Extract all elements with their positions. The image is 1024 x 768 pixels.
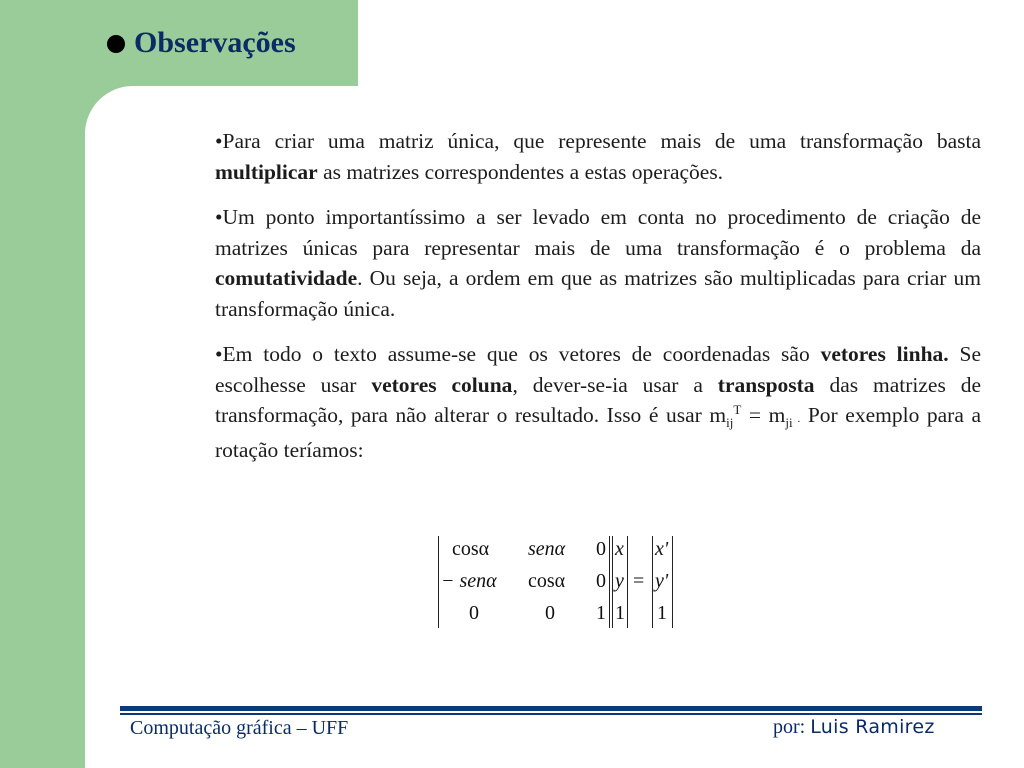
matrix-cell: cosα (452, 538, 490, 560)
emphasis-vetores-linha: vetores linha. (820, 342, 949, 366)
paragraph-text: Por exemplo para a rotação teríamos: (215, 403, 982, 462)
paragraph-text: as matrizes correspondentes a estas operações. (317, 159, 724, 184)
paragraph-text: •Um ponto importantíssimo a ser levado em conta no procedimento de criação de matrizes únicas para representar mais de uma transformação é o problema da (215, 205, 981, 260)
vector-cell: x (615, 538, 624, 560)
paragraph-text: das matrizes de transformação, para não alterar o resultado. Isso é usar m (215, 372, 982, 427)
equals-sign: = (633, 570, 645, 592)
matrix-cell: 1 (596, 602, 606, 624)
paragraph-text: Se escolhesse usar (215, 342, 981, 397)
result-cell: y' (655, 570, 669, 592)
emphasis-transposta: transposta (717, 372, 815, 397)
slide-title-text: Observações (134, 26, 296, 59)
subscript-ji: ji (785, 415, 793, 430)
matrix-cell: − senα (441, 570, 497, 592)
paragraph-2 (215, 202, 981, 324)
result-cell: 1 (657, 602, 667, 624)
result-right-bar (672, 536, 673, 628)
paragraph-3 (215, 339, 981, 465)
vector-cell: 1 (615, 602, 625, 624)
vector-left-bar (612, 536, 613, 628)
bullet-dot-icon (107, 35, 125, 53)
footer-author-name: Luis Ramirez (810, 716, 935, 738)
paragraph-text: , dever-se-ia usar a (512, 372, 718, 397)
slide-body (215, 126, 981, 480)
paragraph-1 (215, 126, 981, 187)
result-left-bar (652, 536, 653, 628)
matrix-cell: 0 (596, 570, 606, 592)
matrix-cell: 0 (596, 538, 606, 560)
paragraph-text: = m (741, 403, 786, 427)
matrix-left-bar (438, 536, 439, 628)
matrix-cell: cosα (528, 570, 566, 592)
footer-course: Computação gráfica – UFF (130, 717, 349, 739)
footer-author (773, 716, 935, 739)
footer-author-prefix: por: (773, 716, 806, 738)
result-cell: x' (655, 538, 669, 560)
vector-cell: y (615, 570, 624, 592)
paragraph-text: . Ou seja, a ordem em que as matrizes são multiplicadas para criar um transformação única. (215, 266, 981, 321)
vector-right-bar (627, 536, 628, 628)
matrix-cell: senα (528, 538, 566, 560)
matrix-cell: 0 (545, 602, 555, 624)
paragraph-text: •Para criar uma matriz única, que represente mais de uma transformação basta (215, 129, 981, 153)
emphasis-vetores-coluna: vetores coluna (371, 372, 513, 397)
matrix-right-bar (609, 536, 610, 628)
emphasis-comutatividade: comutatividade (215, 266, 358, 290)
superscript-t: T (733, 402, 742, 417)
subscript-ij: ij (726, 415, 734, 430)
small-period: . (792, 413, 801, 425)
emphasis-multiplicar: multiplicar (215, 159, 318, 184)
side-band (0, 0, 85, 768)
paragraph-text: •Em todo o texto assume-se que os vetores de coordenadas são (215, 342, 821, 366)
footer-rule (120, 706, 982, 711)
slide-title (107, 26, 296, 60)
matrix-cell: 0 (469, 602, 479, 624)
footer-rule-thin (120, 713, 982, 715)
